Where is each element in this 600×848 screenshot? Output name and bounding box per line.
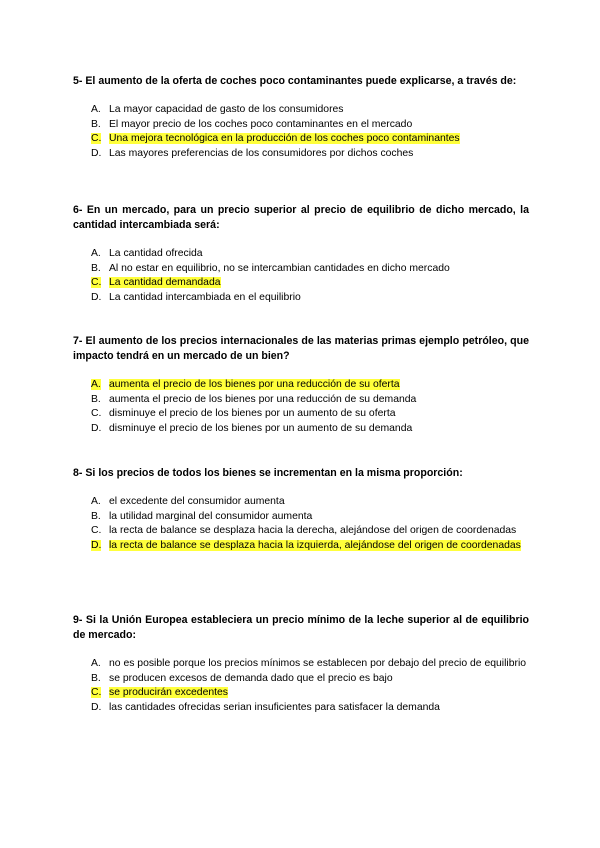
question-6 <box>73 203 529 305</box>
option-b: B. aumenta el precio de los bienes por una reducción de su demanda <box>91 393 417 405</box>
highlighted-letter: C. <box>91 133 102 145</box>
highlighted-answer: se producirán excedentes <box>109 687 228 699</box>
highlighted-letter: C. <box>91 687 102 699</box>
option-c <box>73 276 529 291</box>
option-c <box>73 132 529 147</box>
option-a <box>73 378 529 393</box>
option-d: D. La cantidad intercambiada en el equilibrio <box>91 291 301 303</box>
question-8 <box>73 466 529 553</box>
option-b: B. El mayor precio de los coches poco contaminantes en el mercado <box>91 118 413 130</box>
highlighted-letter: D. <box>91 539 102 551</box>
highlighted-letter: C. <box>91 277 102 289</box>
option-d: D. Las mayores preferencias de los consumidores por dichos coches <box>91 147 414 159</box>
option-d: D. disminuye el precio de los bienes por un aumento de su demanda <box>91 422 413 434</box>
option-a: A. no es posible porque los precios mínimos se establecen por debajo del precio de equilibrio <box>91 658 527 669</box>
option-d <box>73 539 529 554</box>
highlighted-letter: A. <box>91 379 101 390</box>
option-c: C. disminuye el precio de los bienes por un aumento de su oferta <box>91 408 396 420</box>
highlighted-answer: aumenta el precio de los bienes por una reducción de su oferta <box>109 379 400 390</box>
question-9 <box>73 613 529 715</box>
options-list <box>73 657 529 715</box>
question-text: 8- Si los precios de todos los bienes se incrementan en la misma proporción: <box>73 467 463 479</box>
highlighted-answer: la recta de balance se desplaza hacia la izquierda, alejándose del origen de coordenadas <box>109 539 521 551</box>
option-b: B. Al no estar en equilibrio, no se intercambian cantidades en dicho mercado <box>91 262 450 274</box>
option-d: D. las cantidades ofrecidas serian insuficientes para satisfacer la demanda <box>91 701 440 713</box>
option-a: A. el excedente del consumidor aumenta <box>91 496 285 507</box>
option-b: B. se producen excesos de demanda dado que el precio es bajo <box>91 672 393 684</box>
option-c: C. la recta de balance se desplaza hacia la derecha, alejándose del origen de coordenadas <box>91 525 517 537</box>
options-list <box>73 103 529 161</box>
option-a: A. La mayor capacidad de gasto de los consumidores <box>91 104 344 115</box>
question-5 <box>73 74 529 161</box>
option-b: B. la utilidad marginal del consumidor aumenta <box>91 510 313 522</box>
question-7 <box>73 334 529 436</box>
highlighted-answer: La cantidad demandada <box>109 277 221 289</box>
options-list <box>73 247 529 305</box>
question-text: 5- El aumento de la oferta de coches poco contaminantes puede explicarse, a través de: <box>73 75 517 87</box>
question-text: 7- El aumento de los precios internacionales de las materias primas ejemplo petróleo, que impacto tendrá en un mercado de un bien? <box>73 335 529 362</box>
options-list <box>73 495 529 553</box>
option-c <box>73 686 529 701</box>
highlighted-answer: Una mejora tecnológica en la producción de los coches poco contaminantes <box>109 133 460 145</box>
options-list <box>73 378 529 436</box>
question-text: 6- En un mercado, para un precio superior al precio de equilibrio de dicho mercado, la cantidad intercambiada será: <box>73 204 529 231</box>
option-a: A. La cantidad ofrecida <box>91 248 203 259</box>
question-text: 9- Si la Unión Europea estableciera un precio mínimo de la leche superior al de equilibrio de mercado: <box>73 614 529 641</box>
